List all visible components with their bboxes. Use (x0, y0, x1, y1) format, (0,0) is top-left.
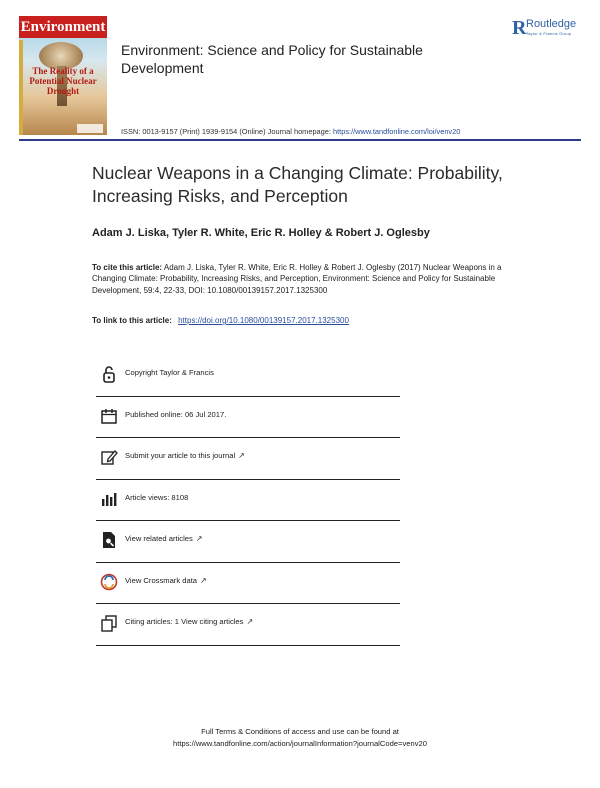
cite-text: Adam J. Liska, Tyler R. White, Eric R. Holley & Robert J. Oglesby (2017) Nuclear Weapons in a Changing Climate: Probability, Increasing Risks, and Perception, Environment: Science and Policy for Sustainable Development, 59:4, 22-33, DOI: 10.1080/00139157.2017.1325300 (92, 263, 502, 295)
journal-title: Environment: Science and Policy for Sustainable Development (121, 42, 423, 76)
edit-pencil-icon (100, 448, 118, 466)
crossmark-icon (100, 573, 118, 591)
external-link-icon: ↗ (238, 451, 245, 460)
citing-articles-link[interactable] (125, 617, 253, 626)
article-authors: Adam J. Liska, Tyler R. White, Eric R. Holley & Robert J. Oglesby (92, 227, 430, 239)
related-label: View related articles (125, 534, 193, 543)
views-row (96, 480, 400, 522)
citation-block (92, 262, 512, 296)
footer-terms-link[interactable]: https://www.tandfonline.com/action/journalInformation?journalCode=venv20 (173, 739, 427, 748)
published-row (96, 397, 400, 439)
related-articles-link[interactable] (125, 534, 203, 543)
article-views: Article views: 8108 (125, 492, 189, 502)
crossmark-link[interactable] (125, 576, 207, 585)
article-info-list (96, 355, 400, 646)
document-search-icon (100, 531, 118, 549)
external-link-icon: ↗ (195, 534, 203, 543)
journal-homepage-link[interactable]: https://www.tandfonline.com/loi/venv20 (333, 127, 461, 136)
link-label: To link to this article: (92, 316, 172, 325)
submit-row[interactable] (96, 438, 400, 480)
publisher-name: Routledge (526, 18, 577, 30)
related-row[interactable] (96, 521, 400, 563)
cover-masthead: Environment (19, 16, 107, 38)
published-date: Published online: 06 Jul 2017. (125, 409, 227, 419)
citing-row[interactable] (96, 604, 400, 646)
calendar-icon (100, 407, 118, 425)
routledge-logo-icon: R (512, 17, 527, 39)
journal-cover-image (19, 16, 107, 135)
citing-label: Citing articles: 1 View citing articles (125, 617, 244, 626)
header-divider (19, 139, 581, 141)
footer-line-1: Full Terms & Conditions of access and use can be found at (201, 727, 399, 736)
cover-sticker (77, 124, 103, 133)
submit-article-link[interactable] (125, 451, 245, 460)
submit-label: Submit your article to this journal (125, 451, 236, 460)
article-title: Nuclear Weapons in a Changing Climate: Probability, Increasing Risks, and Perception (92, 163, 503, 206)
publisher-logo (512, 17, 592, 39)
issn-text: ISSN: 0013-9157 (Print) 1939-9154 (Online) Journal homepage: (121, 127, 333, 136)
copyright-row (96, 355, 400, 397)
bar-chart-icon (100, 490, 118, 508)
external-link-icon: ↗ (200, 575, 207, 585)
crossmark-row[interactable] (96, 563, 400, 605)
cover-headline: The Reality of a Potential Nuclear Drought (29, 66, 97, 96)
crossmark-label: View Crossmark data (125, 575, 198, 585)
cite-label: To cite this article: (92, 263, 163, 272)
issn-line (121, 127, 460, 136)
copyright-text: Copyright Taylor & Francis (125, 368, 214, 377)
citing-documents-icon (100, 614, 118, 632)
external-link-icon: ↗ (246, 617, 254, 626)
terms-footer (100, 726, 500, 750)
doi-link[interactable]: https://doi.org/10.1080/00139157.2017.1325300 (178, 316, 349, 325)
article-link-line (92, 316, 349, 325)
open-access-lock-icon (100, 365, 118, 383)
publisher-subtitle: Taylor & Francis Group (526, 31, 572, 36)
